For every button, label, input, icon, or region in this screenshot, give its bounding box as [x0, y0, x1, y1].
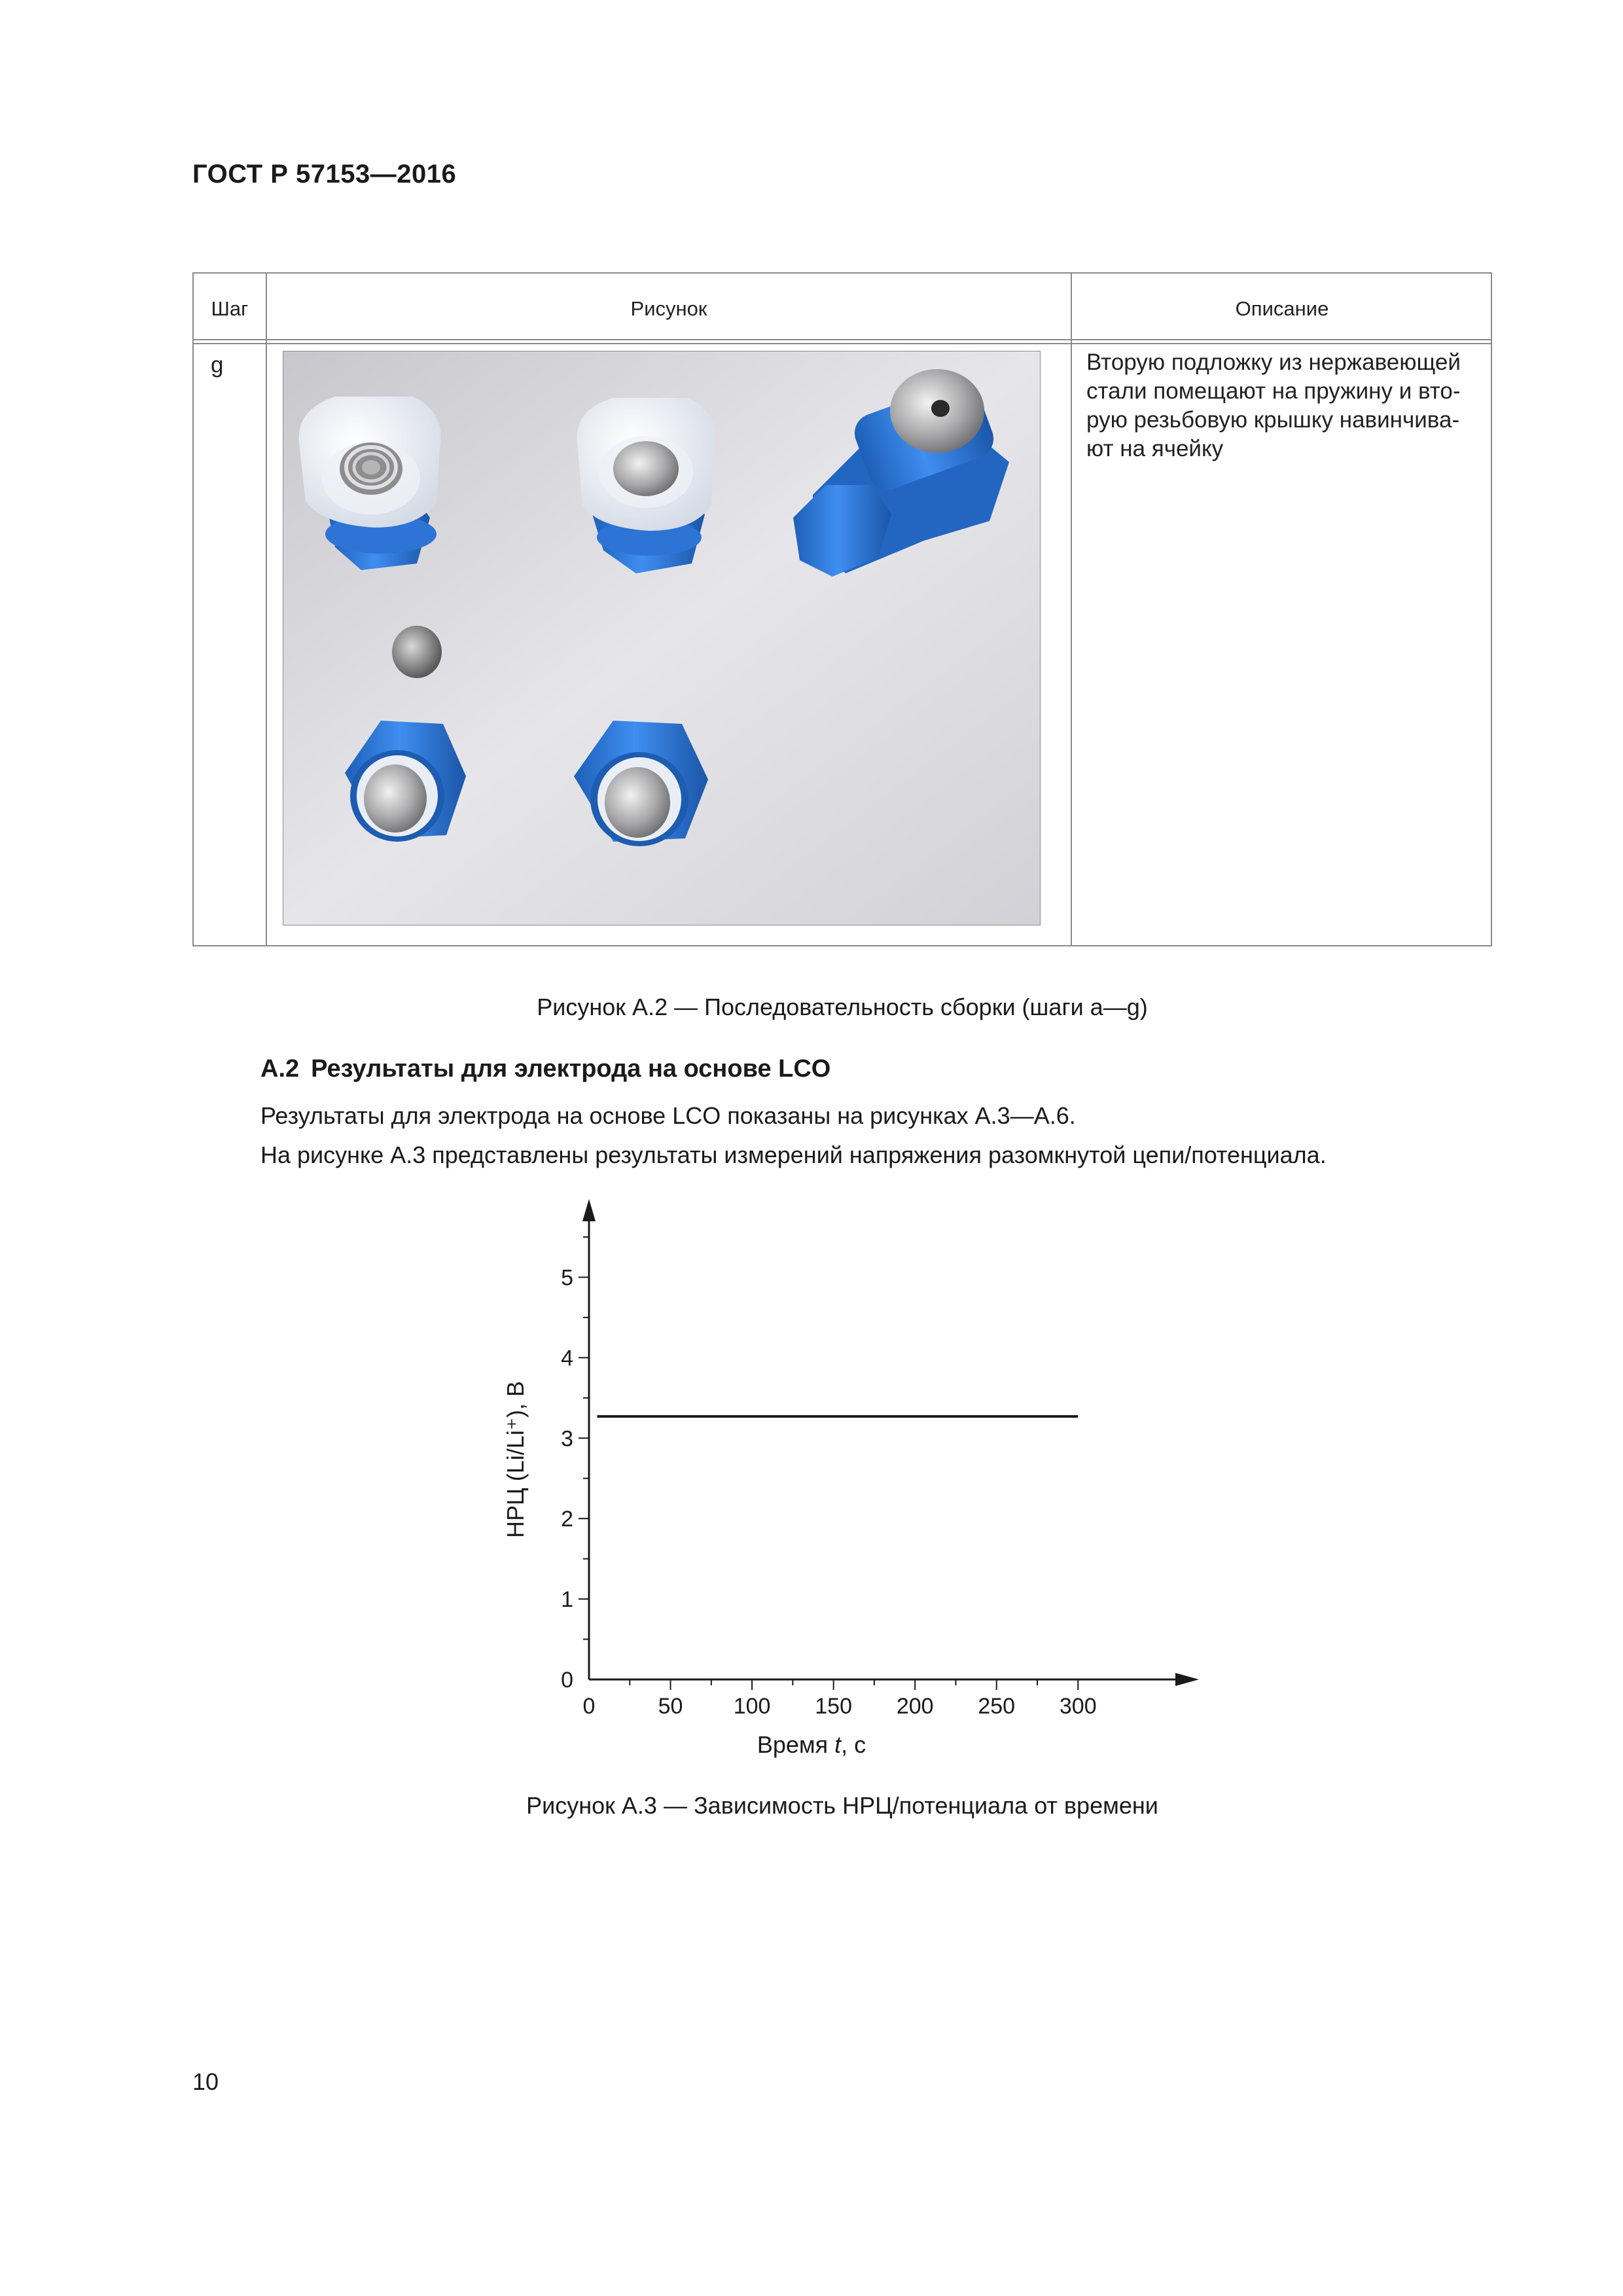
figure-a3-caption: Рисунок А.3 — Зависимость НРЦ/потенциала от времени: [526, 1792, 1158, 1819]
table-divider: [266, 274, 267, 945]
y-tick-label: 1: [561, 1587, 573, 1613]
paragraph: На рисунке А.3 представлены результаты измерений напряжения разомкнутой цепи/потенциала.: [260, 1141, 1327, 1168]
ocv-chart: [484, 1198, 1230, 1774]
x-axis-label: Время t, с: [757, 1731, 866, 1758]
paragraph: Результаты для электрода на основе LCO показаны на рисунках А.3—А.6.: [260, 1102, 1076, 1129]
section-heading: [260, 1055, 830, 1083]
description-line: Вторую подложку из нержавеющей: [1086, 350, 1461, 375]
description-line: ют на ячейку: [1086, 436, 1224, 461]
x-axis-arrow-icon: [1175, 1673, 1199, 1686]
column-header-description: Описание: [1235, 297, 1329, 320]
y-axis-label: НРЦ (Li/Li⁺), В: [502, 1381, 529, 1538]
x-tick-label: 250: [978, 1694, 1016, 1719]
description-cell: [1086, 348, 1461, 463]
y-tick-label: 2: [561, 1507, 573, 1532]
x-tick-label: 300: [1059, 1694, 1097, 1719]
assembly-steps-table: [192, 272, 1492, 946]
step-cell: g: [211, 352, 224, 378]
section-number: А.2: [260, 1055, 300, 1083]
y-axis-arrow-icon: [582, 1199, 596, 1221]
document-header: ГОСТ Р 57153—2016: [192, 160, 457, 188]
y-tick-label: 4: [561, 1346, 573, 1371]
column-header-step: Шаг: [211, 297, 249, 320]
table-divider: [1071, 274, 1072, 945]
figure-a2-caption: Рисунок А.2 — Последовательность сборки (шаги а—g): [537, 994, 1148, 1020]
x-tick-label: 100: [733, 1694, 771, 1719]
x-tick-label: 0: [582, 1694, 596, 1719]
x-tick-label: 150: [815, 1694, 853, 1719]
description-line: стали помещают на пружину и вто-: [1086, 378, 1461, 404]
assembly-photo: [283, 351, 1041, 925]
table-divider: [194, 339, 1491, 340]
section-title: Результаты для электрода на основе LCO: [311, 1055, 831, 1083]
table-divider: [194, 343, 1491, 344]
x-tick-label: 50: [658, 1694, 683, 1719]
page-number: 10: [192, 2068, 219, 2095]
chart-axes: [582, 1199, 1199, 1686]
y-tick-label: 3: [561, 1426, 573, 1452]
y-tick-label: 5: [561, 1265, 573, 1291]
description-line: рую резьбовую крышку навинчива-: [1086, 407, 1460, 433]
column-header-figure: Рисунок: [630, 297, 707, 320]
y-tick-label: 0: [561, 1668, 573, 1693]
steel-disc-icon: [392, 626, 442, 678]
x-tick-label: 200: [896, 1694, 934, 1719]
chart-ticks: [561, 1237, 1097, 1719]
